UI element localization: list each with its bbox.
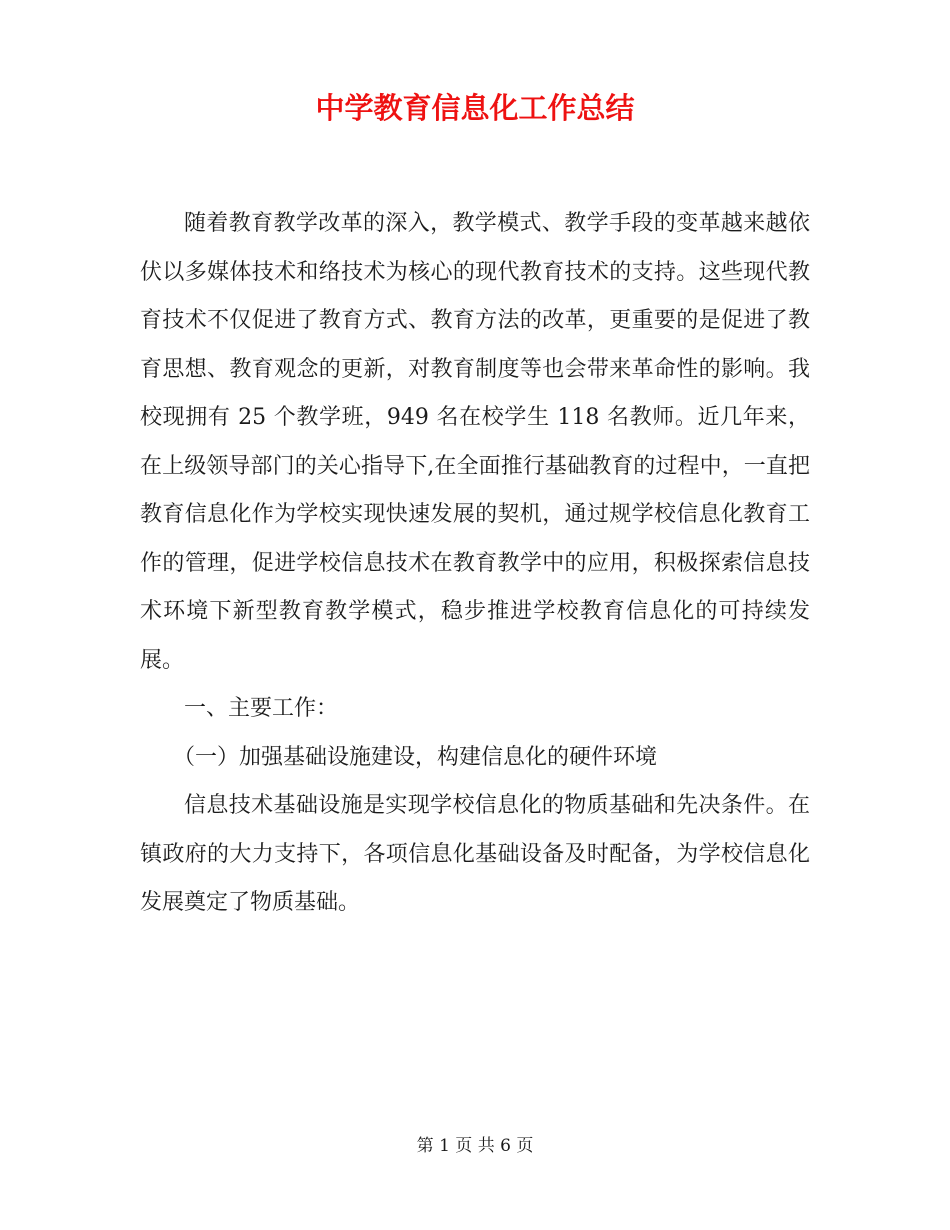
document-title: 中学教育信息化工作总结 [315,91,635,125]
paragraph-intro: 随着教育教学改革的深入，教学模式、教学手段的变革越来越依伏以多媒体技术和络技术为核心的现代教育技术的支持。这些现代教育技术不仅促进了教育方式、教育方法的改革，更重要的是促进了教育思想、教育观念的更新，对教育制度等也会带来革命性的影响。我校现拥有 25 个教学班，949 名在校学生 118 名教师。近几年来，在上级领导部门的关心指导下,在全面推行基础教育的过程中，一直把教育信息化作为学校实现快速发展的契机，通过规学校信息化教育工作的管理，促进学校信息技术在教育教学中的应用，积极探索信息技术环境下新型教育教学模式，稳步推进学校教育信息化的可持续发展。 [140,211,810,673]
document-body [140,200,810,928]
section-heading: 一、主要工作： [184,696,339,721]
page-number-footer: 第 1 页 共 6 页 [416,1136,534,1156]
subsection-heading: （一）加强基础设施建设，构建信息化的硬件环境 [173,744,658,770]
paragraph-infrastructure: 信息技术基础设施是实现学校信息化的物质基础和先决条件。在镇政府的大力支持下，各项信息化基础设备及时配备，为学校信息化发展奠定了物质基础。 [140,793,810,915]
